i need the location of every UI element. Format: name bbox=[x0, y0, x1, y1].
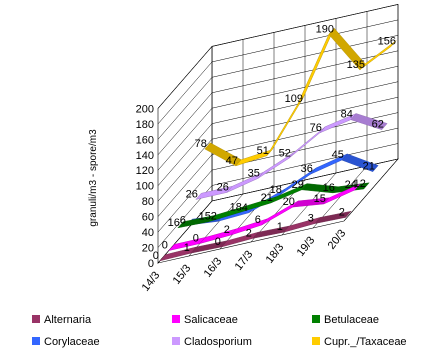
x-tick-label: 19/3 bbox=[294, 234, 318, 259]
data-label: 6 bbox=[179, 214, 186, 227]
data-label: 29 bbox=[291, 178, 304, 191]
y-tick-label: 120 bbox=[135, 165, 154, 178]
legend-item bbox=[32, 336, 100, 348]
data-label: 0 bbox=[152, 249, 159, 262]
data-label: 78 bbox=[194, 138, 207, 150]
data-label: 2 bbox=[223, 224, 230, 237]
legend-label: Cupr._/Taxaceae bbox=[324, 336, 407, 348]
legend-swatch bbox=[312, 337, 320, 345]
data-label: 35 bbox=[247, 167, 260, 180]
data-label: 1 bbox=[276, 221, 283, 234]
legend-item bbox=[172, 314, 238, 326]
data-label: 0 bbox=[192, 232, 199, 245]
data-label: 21 bbox=[260, 192, 273, 204]
y-tick-label: 0 bbox=[147, 258, 154, 270]
y-tick-label: 160 bbox=[135, 134, 154, 147]
x-tick-label: 14/3 bbox=[139, 269, 163, 294]
data-label: 51 bbox=[256, 144, 269, 157]
y-tick-label: 80 bbox=[141, 196, 154, 209]
data-label: 12 bbox=[353, 178, 366, 190]
legend-label: Cladosporium bbox=[184, 336, 252, 348]
data-label: 109 bbox=[284, 93, 303, 105]
data-label: 84 bbox=[340, 108, 353, 121]
data-label: 16 bbox=[167, 216, 180, 229]
data-label: 47 bbox=[225, 154, 238, 167]
data-label: 15 bbox=[313, 193, 326, 205]
data-label: 190 bbox=[315, 23, 334, 36]
data-label: 62 bbox=[371, 118, 384, 131]
data-label: 0 bbox=[214, 235, 221, 248]
y-tick-label: 140 bbox=[135, 149, 154, 162]
data-label: 1 bbox=[183, 242, 190, 255]
y-tick-label: 60 bbox=[141, 211, 154, 224]
data-label: 156 bbox=[377, 35, 396, 48]
data-label: 52 bbox=[278, 147, 291, 160]
x-tick-label: 15/3 bbox=[170, 262, 194, 287]
x-tick-label: 18/3 bbox=[263, 241, 287, 266]
data-label: 20 bbox=[282, 196, 295, 209]
legend-swatch bbox=[32, 315, 40, 323]
legend-label: Alternaria bbox=[44, 314, 92, 326]
data-label: 36 bbox=[300, 163, 313, 176]
data-label: 3 bbox=[307, 212, 314, 225]
x-tick-label: 16/3 bbox=[201, 255, 225, 280]
y-tick-label: 40 bbox=[141, 227, 154, 240]
data-label: 21 bbox=[362, 160, 375, 173]
x-tick-label: 17/3 bbox=[232, 248, 256, 273]
legend-item bbox=[312, 314, 379, 326]
y-tick-label: 20 bbox=[141, 242, 154, 255]
data-label: 18 bbox=[229, 201, 242, 214]
data-label: 2 bbox=[245, 227, 252, 240]
y-axis-label: granuli/m3 - spore/m3 bbox=[88, 129, 99, 227]
data-label: 24 bbox=[344, 179, 357, 191]
data-label: 45 bbox=[331, 149, 344, 162]
y-tick-label: 200 bbox=[135, 103, 154, 116]
legend-swatch bbox=[172, 337, 180, 345]
y-tick-label: 180 bbox=[135, 118, 154, 131]
data-label: 26 bbox=[216, 181, 229, 194]
data-label: 6 bbox=[254, 214, 261, 226]
data-label: 0 bbox=[161, 239, 168, 252]
legend-swatch bbox=[172, 315, 180, 323]
data-label: 135 bbox=[346, 58, 365, 71]
data-label: 16 bbox=[322, 181, 335, 194]
legend-item bbox=[32, 314, 92, 326]
y-tick-label: 100 bbox=[135, 180, 154, 193]
data-label: 2 bbox=[338, 206, 345, 219]
data-label: 4 bbox=[241, 201, 248, 214]
data-label: 26 bbox=[185, 188, 198, 201]
x-tick-label: 20/3 bbox=[325, 227, 349, 252]
data-label: 76 bbox=[309, 121, 322, 134]
legend-label: Betulaceae bbox=[324, 314, 380, 326]
legend-item bbox=[312, 336, 407, 348]
data-label: 15 bbox=[198, 210, 211, 223]
legend-label: Salicaceae bbox=[184, 314, 238, 326]
legend-item bbox=[172, 336, 252, 348]
legend bbox=[32, 314, 407, 348]
legend-swatch bbox=[32, 337, 40, 345]
legend-swatch bbox=[312, 315, 320, 323]
data-label: 2 bbox=[210, 210, 217, 223]
data-label: 18 bbox=[269, 184, 282, 196]
legend-label: Corylaceae bbox=[44, 336, 100, 348]
